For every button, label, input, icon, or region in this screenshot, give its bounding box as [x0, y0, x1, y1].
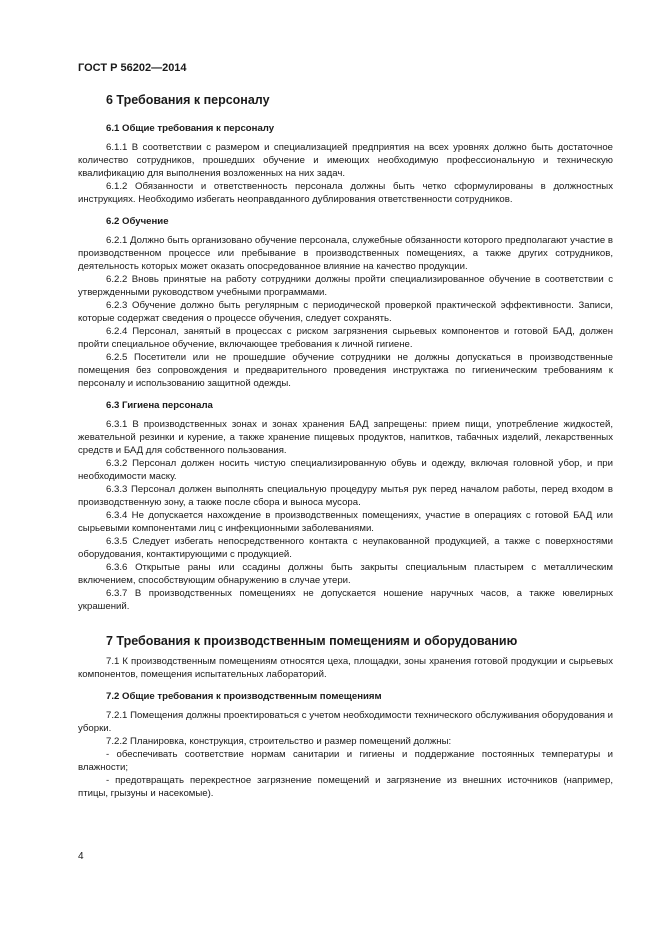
paragraph: 6.3.2 Персонал должен носить чистую специализированную обувь и одежду, включая головной убор, и при необходимости маску.	[78, 458, 613, 482]
paragraph: 6.3.6 Открытые раны или ссадины должны быть закрыты специальным пластырем с металлическим включением, способствующим обнаружению в случае утери.	[78, 562, 613, 586]
subsection-heading: 6.2 Обучение	[106, 216, 169, 227]
document-header: ГОСТ Р 56202—2014	[78, 62, 187, 74]
paragraph: - предотвращать перекрестное загрязнение помещений и загрязнение из внешних источников (например, птицы, грызуны и насекомые).	[78, 775, 613, 799]
paragraph: 6.3.7 В производственных помещениях не допускается ношение наручных часов, а также ювелирных украшений.	[78, 588, 613, 612]
paragraph: 6.3.5 Следует избегать непосредственного контакта с неупакованной продукцией, а также с поверхностями оборудования, контактирующими с продукцией.	[78, 536, 613, 560]
paragraph: 6.1.2 Обязанности и ответственность персонала должны быть четко сформулированы в должностных инструкциях. Необходимо избегать неоправданного дублирования ответственности сотрудников.	[78, 181, 613, 205]
paragraph: 6.2.5 Посетители или не прошедшие обучение сотрудники не должны допускаться в производственные помещения без сопровождения и предварительного проведения инструктажа по гигиеническим требованиям к персоналу и использованию защитной одежды.	[78, 352, 613, 389]
paragraph: 6.2.1 Должно быть организовано обучение персонала, служебные обязанности которого предполагают участие в производственном процессе или пребывание в производственных помещениях, а также других сотрудников, деятельность которых может оказать опосредованное влияние на качество продукции.	[78, 235, 613, 272]
paragraph: - обеспечивать соответствие нормам санитарии и гигиены и поддержание постоянных температуры и влажности;	[78, 749, 613, 773]
paragraph: 6.1.1 В соответствии с размером и специализацией предприятия на всех уровнях должно быть достаточное количество сотрудников, прошедших обучение и имеющих необходимую профессиональную и техническую квалификацию для выполнения возложенных на них задач.	[78, 142, 613, 179]
paragraph: 6.3.4 Не допускается нахождение в производственных помещениях, участие в операциях с готовой БАД или сырьевыми компонентами лиц с инфекционными заболеваниями.	[78, 510, 613, 534]
subsection-heading: 7.2 Общие требования к производственным помещениям	[106, 691, 382, 702]
paragraph: 6.3.1 В производственных зонах и зонах хранения БАД запрещены: прием пищи, употребление жидкостей, жевательной резинки и курение, а также хранение пищевых продуктов, напитков, табачных изделий, лекарственных средств и БАД для собственного пользования.	[78, 419, 613, 456]
section-heading: 7 Требования к производственным помещениям и оборудованию	[106, 634, 518, 648]
section-heading: 6 Требования к персоналу	[106, 93, 270, 107]
paragraph: 6.3.3 Персонал должен выполнять специальную процедуру мытья рук перед началом работы, перед входом в производственную зону, а также после сбора и выноса мусора.	[78, 484, 613, 508]
paragraph: 7.1 К производственным помещениям относятся цеха, площадки, зоны хранения готовой продукции и сырьевых компонентов, помещения испытательных лабораторий.	[78, 656, 613, 680]
page-number: 4	[78, 851, 84, 862]
paragraph: 6.2.3 Обучение должно быть регулярным с периодической проверкой практической эффективности. Записи, которые содержат сведения о процессе обучения, следует сохранять.	[78, 300, 613, 324]
paragraph: 7.2.2 Планировка, конструкция, строительство и размер помещений должны:	[106, 736, 452, 747]
document-body	[78, 92, 613, 800]
paragraph: 6.2.2 Вновь принятые на работу сотрудники должны пройти специализированное обучение в соответствии с утвержденными руководством учебными программами.	[78, 274, 613, 298]
paragraph: 6.2.4 Персонал, занятый в процессах с риском загрязнения сырьевых компонентов и готовой БАД, должен пройти специальное обучение, включающее требования к личной гигиене.	[78, 326, 613, 350]
subsection-heading: 6.3 Гигиена персонала	[106, 400, 213, 411]
subsection-heading: 6.1 Общие требования к персоналу	[106, 123, 275, 134]
paragraph: 7.2.1 Помещения должны проектироваться с учетом необходимости технического обслуживания оборудования и уборки.	[78, 710, 613, 734]
